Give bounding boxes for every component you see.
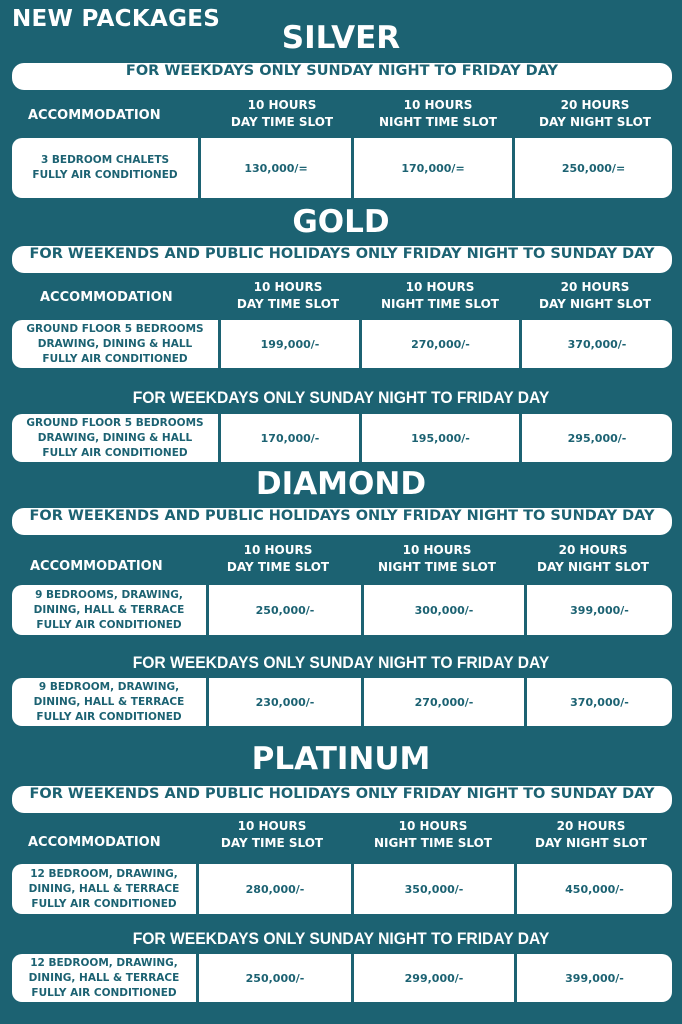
day-price-cell: 250,000/- <box>199 954 351 1002</box>
night-price-cell: 350,000/- <box>354 864 514 914</box>
daynight-price-cell: 399,000/- <box>527 585 672 635</box>
diamond-banner: FOR WEEKENDS AND PUBLIC HOLIDAYS ONLY FRIDAY NIGHT TO SUNDAY DAY <box>12 508 672 535</box>
platinum-header-accommodation: ACCOMMODATION <box>28 835 161 850</box>
accommodation-cell: GROUND FLOOR 5 BEDROOMS DRAWING, DINING & HALL FULLY AIR CONDITIONED <box>12 414 218 462</box>
night-price-cell: 270,000/- <box>364 678 524 726</box>
daynight-price-cell: 370,000/- <box>527 678 672 726</box>
night-price-cell: 299,000/- <box>354 954 514 1002</box>
silver-header-daynight: 20 HOURS DAY NIGHT SLOT <box>539 98 651 129</box>
silver-header-day: 10 HOURS DAY TIME SLOT <box>230 98 334 129</box>
night-price-cell: 270,000/- <box>362 320 519 368</box>
gold-row-weekend <box>12 320 672 368</box>
platinum-header-day: 10 HOURS DAY TIME SLOT <box>220 819 324 850</box>
platinum-row-weekday <box>12 954 672 1002</box>
gold-header-night: 10 HOURS NIGHT TIME SLOT <box>381 280 499 311</box>
silver-header-accommodation: ACCOMMODATION <box>28 108 161 123</box>
day-price-cell: 250,000/- <box>209 585 361 635</box>
diamond-header-daynight: 20 HOURS DAY NIGHT SLOT <box>537 543 649 574</box>
platinum-row-weekend <box>12 864 672 914</box>
gold-subhead: FOR WEEKDAYS ONLY SUNDAY NIGHT TO FRIDAY DAY <box>132 388 550 407</box>
day-price-cell: 280,000/- <box>199 864 351 914</box>
day-price-cell: 199,000/- <box>221 320 359 368</box>
gold-header-accommodation: ACCOMMODATION <box>40 290 173 305</box>
diamond-subhead: FOR WEEKDAYS ONLY SUNDAY NIGHT TO FRIDAY DAY <box>132 653 550 672</box>
gold-row-weekday <box>12 414 672 462</box>
daynight-price-cell: 295,000/- <box>522 414 672 462</box>
platinum-title: PLATINUM <box>251 741 431 777</box>
diamond-header-accommodation: ACCOMMODATION <box>30 559 163 574</box>
day-price-cell: 130,000/= <box>201 138 351 198</box>
night-price-cell: 170,000/= <box>354 138 512 198</box>
daynight-price-cell: 250,000/= <box>515 138 672 198</box>
gold-title: GOLD <box>292 204 390 240</box>
accommodation-cell: 9 BEDROOMS, DRAWING, DINING, HALL & TERRACE FULLY AIR CONDITIONED <box>12 585 206 635</box>
daynight-price-cell: 399,000/- <box>517 954 672 1002</box>
diamond-title: DIAMOND <box>255 466 427 502</box>
accommodation-cell: GROUND FLOOR 5 BEDROOMS DRAWING, DINING & HALL FULLY AIR CONDITIONED <box>12 320 218 368</box>
diamond-row-weekday <box>12 678 672 726</box>
platinum-header-daynight: 20 HOURS DAY NIGHT SLOT <box>535 819 647 850</box>
accommodation-cell: 9 BEDROOM, DRAWING, DINING, HALL & TERRACE FULLY AIR CONDITIONED <box>12 678 206 726</box>
gold-banner: FOR WEEKENDS AND PUBLIC HOLIDAYS ONLY FRIDAY NIGHT TO SUNDAY DAY <box>12 246 672 273</box>
silver-title: SILVER <box>281 20 401 56</box>
silver-row <box>12 138 672 198</box>
gold-header-daynight: 20 HOURS DAY NIGHT SLOT <box>539 280 651 311</box>
diamond-header-day: 10 HOURS DAY TIME SLOT <box>226 543 330 574</box>
diamond-row-weekend <box>12 585 672 635</box>
accommodation-cell: 12 BEDROOM, DRAWING, DINING, HALL & TERRACE FULLY AIR CONDITIONED <box>12 954 196 1002</box>
night-price-cell: 195,000/- <box>362 414 519 462</box>
platinum-header-night: 10 HOURS NIGHT TIME SLOT <box>374 819 492 850</box>
diamond-header-night: 10 HOURS NIGHT TIME SLOT <box>378 543 496 574</box>
accommodation-cell: 12 BEDROOM, DRAWING, DINING, HALL & TERRACE FULLY AIR CONDITIONED <box>12 864 196 914</box>
daynight-price-cell: 450,000/- <box>517 864 672 914</box>
night-price-cell: 300,000/- <box>364 585 524 635</box>
day-price-cell: 170,000/- <box>221 414 359 462</box>
silver-header-night: 10 HOURS NIGHT TIME SLOT <box>379 98 497 129</box>
silver-banner: FOR WEEKDAYS ONLY SUNDAY NIGHT TO FRIDAY DAY <box>12 63 672 90</box>
accommodation-cell: 3 BEDROOM CHALETS FULLY AIR CONDITIONED <box>12 138 198 198</box>
platinum-banner: FOR WEEKENDS AND PUBLIC HOLIDAYS ONLY FRIDAY NIGHT TO SUNDAY DAY <box>12 786 672 813</box>
page-title: NEW PACKAGES <box>12 6 221 32</box>
gold-header-day: 10 HOURS DAY TIME SLOT <box>236 280 340 311</box>
daynight-price-cell: 370,000/- <box>522 320 672 368</box>
platinum-subhead: FOR WEEKDAYS ONLY SUNDAY NIGHT TO FRIDAY DAY <box>132 929 550 948</box>
day-price-cell: 230,000/- <box>209 678 361 726</box>
